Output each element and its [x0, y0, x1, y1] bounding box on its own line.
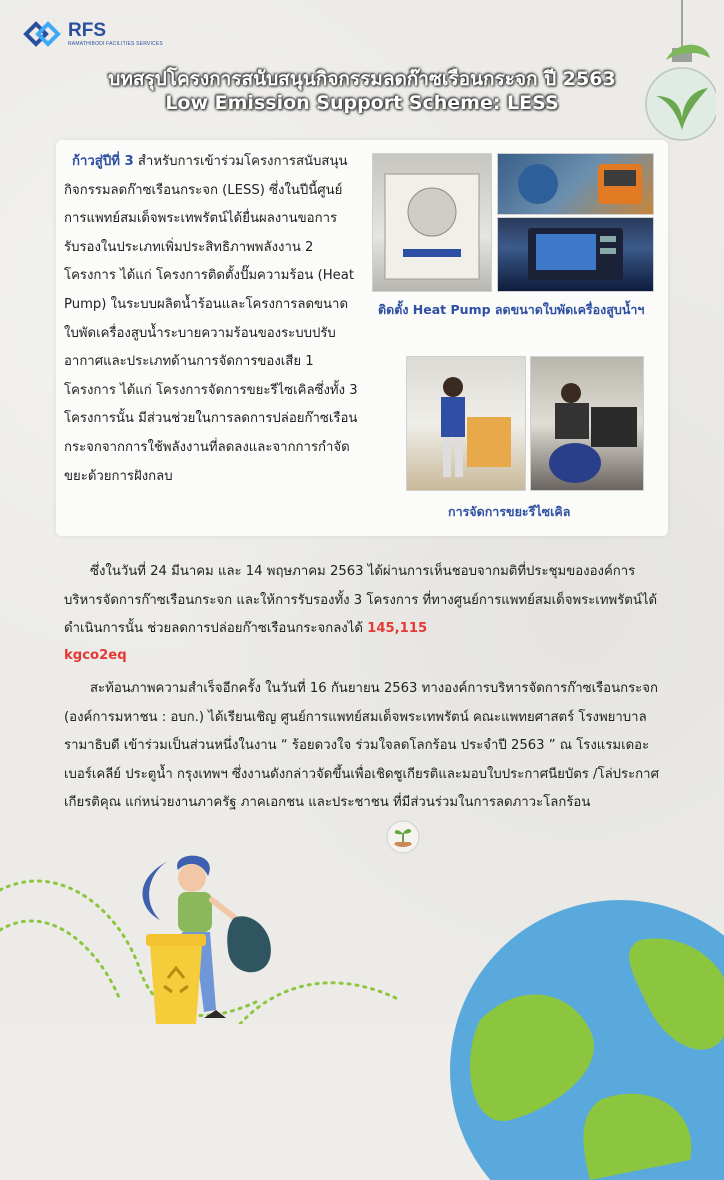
intro-paragraph	[64, 148, 364, 491]
rfs-logo-mark-icon	[22, 18, 62, 50]
recycling-staff-photo	[406, 356, 526, 491]
intro-lead: ก้าวสู่ปีที่ 3	[72, 154, 134, 169]
recycling-sorting-photo	[530, 356, 644, 491]
page-title-english: Low Emission Support Scheme: LESS	[165, 92, 559, 114]
power-analyzer-photo	[497, 217, 654, 292]
reduction-value: 145,115	[367, 621, 428, 637]
brand-subline: RAMATHIBODI FACILITIES SERVICES	[68, 41, 163, 47]
intro-text: สำหรับการเข้าร่วมโครงการสนับสนุนกิจกรรมลดก๊าซเรือนกระจก (LESS) ซึ่งในปีนี้ศูนย์การแพทย์สมเด็จพระเทพรัตน์ได้ยื่นผลงานขอการรับรองในประเภทเพิ่มประสิทธิภาพพลังงาน 2 โครงการ ได้แก่ โครงการติดตั้งปั๊มความร้อน (Heat Pump) ในระบบผลิตน้ำร้อนและโครงการลดขนาดใบพัดเครื่องสูบน้ำระบายความร้อนของระบบปรับอากาศและประเภทด้านการจัดการของเสีย 1 โครงการ ได้แก่ โครงการจัดการขยะรีไซเคิลซึ่งทั้ง 3 โครงการนั้น มีส่วนช่วยในการลดการปล่อยก๊าซเรือนกระจกจากการใช้พลังงานที่ลดลงและจากการกำจัดขยะด้วยการฝังกลบ	[64, 154, 358, 484]
brand-name: RFS	[68, 20, 106, 41]
waste-project-caption: การจัดการขยะรีไซเคิล	[448, 504, 571, 519]
rfs-logo	[22, 18, 163, 50]
recycle-bin-illustration	[142, 930, 210, 1024]
award-text: สะท้อนภาพความสำเร็จอีกครั้ง ในวันที่ 16 กันยายน 2563 ทางองค์การบริหารจัดการก๊าซเรือนกระจก (องค์การมหาชน : อบก.) ได้เรียนเชิญ ศูนย์การแพทย์สมเด็จพระเทพรัตน์ คณะแพทยศาสตร์ โรงพยาบาลรามาธิบดี เข้าร่วมเป็นส่วนหนึ่งในงาน “ ร้อยดวงใจ ร่วมใจลดโลกร้อน ประจำปี 2563 ” ณ โรงแรมเดอะเบอร์เคลีย์ ประตูน้ำ กรุงเทพฯ ซึ่งงานดังกล่าวจัดขึ้นเพื่อเชิดชูเกียรติและมอบใบประกาศนียบัตร /โล่ประกาศเกียรติคุณ แก่หน่วยงานภาครัฐ ภาคเอกชน และประชาชน ที่มีส่วนร่วมในการลดภาวะโลกร้อน	[64, 681, 659, 811]
energy-projects-caption: ติดตั้ง Heat Pump ลดขนาดใบพัดเครื่องสูบน้ำฯ	[378, 302, 645, 317]
reduction-unit: kgco2eq	[64, 648, 127, 663]
page-title-thai: บทสรุปโครงการสนับสนุนกิจกรรมลดก๊าซเรือนกระจก ปี 2563	[108, 68, 616, 90]
approval-paragraph	[64, 558, 664, 644]
sprout-in-hand-icon	[386, 820, 420, 854]
earth-globe-illustration	[420, 880, 724, 1180]
approval-text: ซึ่งในวันที่ 24 มีนาคม และ 14 พฤษภาคม 2563 ได้ผ่านการเห็นชอบจากมติที่ประชุมขององค์การบริหารจัดการก๊าซเรือนกระจก และให้การรับรองทั้ง 3 โครงการ ที่ทางศูนย์การแพทย์สมเด็จพระเทพรัตน์ได้ดำเนินการนั้น ช่วยลดการปล่อยก๊าซเรือนกระจกลงได้	[64, 564, 658, 637]
heat-pump-photo	[372, 153, 492, 292]
pump-meter-photo	[497, 153, 654, 215]
award-paragraph	[64, 675, 674, 818]
